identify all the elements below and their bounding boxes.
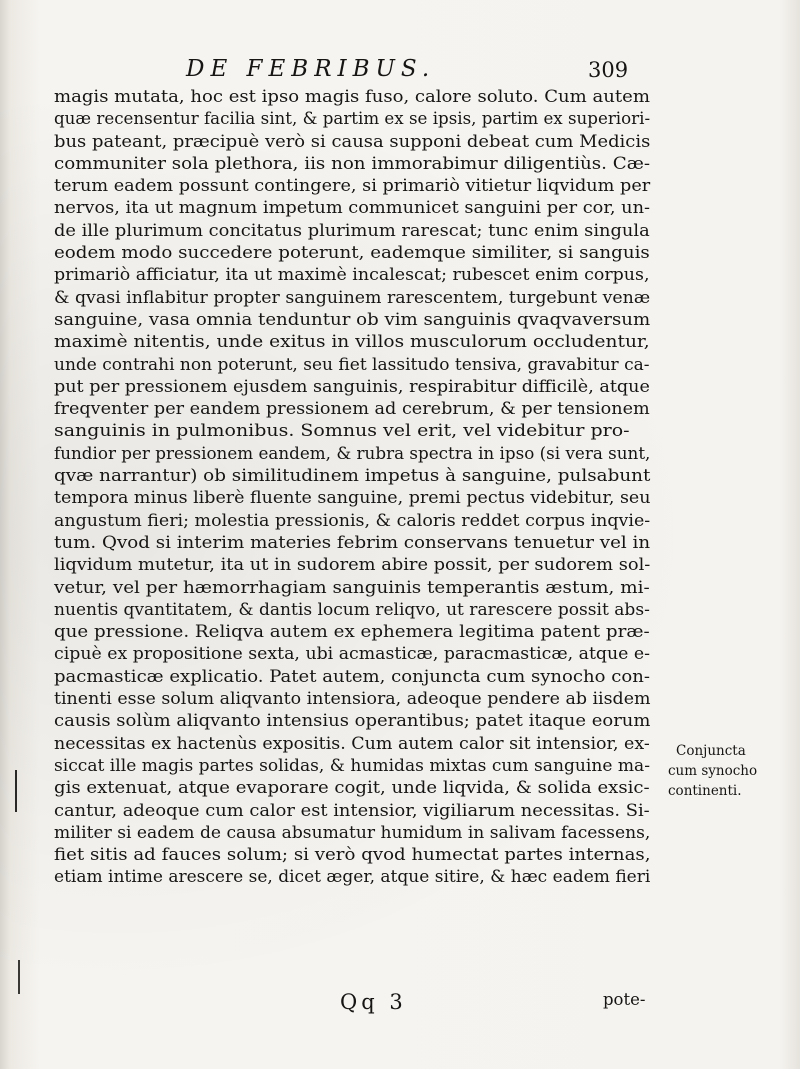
marginal-note-line: continenti. [668,783,742,799]
text-line: primariò afficiatur, ita ut maximè incalescat; rubescet enim corpus, [54,265,650,285]
binding-shadow-mark [18,960,20,994]
marginal-note [668,741,790,801]
text-line: put per pressionem ejusdem sanguinis, respirabitur difficilè, atque [54,376,650,396]
text-line: etiam intime arescere se, dicet æger, atque sitire, & hæc eadem fieri [54,867,651,887]
text-line: unde contrahi non poterunt, seu fiet lassitudo tensiva, gravabitur ca- [54,354,650,374]
text-line: pacmasticæ explicatio. Patet autem, conjuncta cum synocho con- [54,666,650,686]
text-line: nuentis qvantitatem, & dantis locum reliqvo, ut rarescere possit abs- [54,599,650,619]
text-line: necessitas ex hactenùs expositis. Cum autem calor sit intensior, ex- [54,733,650,753]
text-line: communiter sola plethora, iis non immorabimur diligentiùs. Cæ- [54,153,651,173]
text-line: maximè nitentis, unde exitus in villos musculorum occludentur, [54,332,650,352]
text-line: cipuè ex propositione sexta, ubi acmasticæ, paracmasticæ, atque e- [54,644,651,664]
text-line: qvæ narrantur) ob similitudinem impetus à sanguine, pulsabunt [54,466,651,486]
text-line: & qvasi inflabitur propter sanguinem rarescentem, turgebunt venæ [54,287,651,307]
text-line: sanguine, vasa omnia tenduntur ob vim sanguinis qvaqvaversum [54,309,651,329]
text-line: sanguinis in pulmonibus. Somnus vel erit, vel videbitur pro- [54,421,630,441]
text-line: causis solùm aliqvanto intensius operantibus; patet itaque eorum [54,711,651,731]
page-number: 309 [588,58,629,82]
text-line: fiet sitis ad fauces solum; si verò qvod humectat partes internas, [54,845,651,865]
text-line: tum. Qvod si interim materies febrim conservans tenuetur vel in [54,532,651,552]
text-line: siccat ille magis partes solidas, & humidas mixtas cum sanguine ma- [54,755,651,775]
text-line: tempora minus liberè fluente sanguine, premi pectus videbitur, seu [54,488,651,508]
binding-shadow-mark [15,770,17,812]
text-line: freqventer per eandem pressionem ad cerebrum, & per tensionem [54,399,650,419]
text-line: terum eadem possunt contingere, si primariò vitietur liqvidum per [54,176,651,196]
text-line: nervos, ita ut magnum impetum communicet sanguini per cor, un- [54,198,651,218]
text-line: angustum fieri; molestia pressionis, & caloris reddet corpus inqvie- [54,510,651,530]
text-line: militer si eadem de causa absumatur humidum in salivam facessens, [54,822,651,842]
marginal-note-line: cum synocho [668,763,758,779]
text-line: cantur, adeoque cum calor est intensior, vigiliarum necessitas. Si- [54,800,650,820]
text-line: liqvidum mutetur, ita ut in sudorem abire possit, per sudorem sol- [54,555,651,575]
text-line: vetur, vel per hæmorrhagiam sanguinis temperantis æstum, mi- [54,577,650,597]
marginal-note-line: Conjuncta [676,743,746,759]
signature-mark: Qq 3 [340,990,407,1014]
text-line: eodem modo succedere poterunt, eademque similiter, si sanguis [54,243,650,263]
body-text-block [54,86,654,889]
text-line: de ille plurimum concitatus plurimum rarescat; tunc enim singula [54,220,650,240]
text-line: gis extenuat, atque evaporare cogit, unde liqvida, & solida exsic- [54,778,650,798]
text-line: fundior per pressionem eandem, & rubra spectra in ipso (si vera sunt, [54,443,651,463]
catchword: pote- [603,990,646,1009]
running-head-title: DE FEBRIBUS. [186,56,436,82]
text-line: magis mutata, hoc est ipso magis fuso, calore soluto. Cum autem [54,87,650,106]
text-line: que pressione. Reliqva autem ex ephemera legitima patent præ- [54,622,650,642]
text-line: bus pateant, præcipuè verò si causa supponi debeat cum Medicis [54,131,651,151]
text-line: tinenti esse solum aliqvanto intensiora, adeoque pendere ab iisdem [54,689,651,709]
text-line: quæ recensentur facilia sint, & partim ex se ipsis, partim ex superiori- [54,109,651,129]
